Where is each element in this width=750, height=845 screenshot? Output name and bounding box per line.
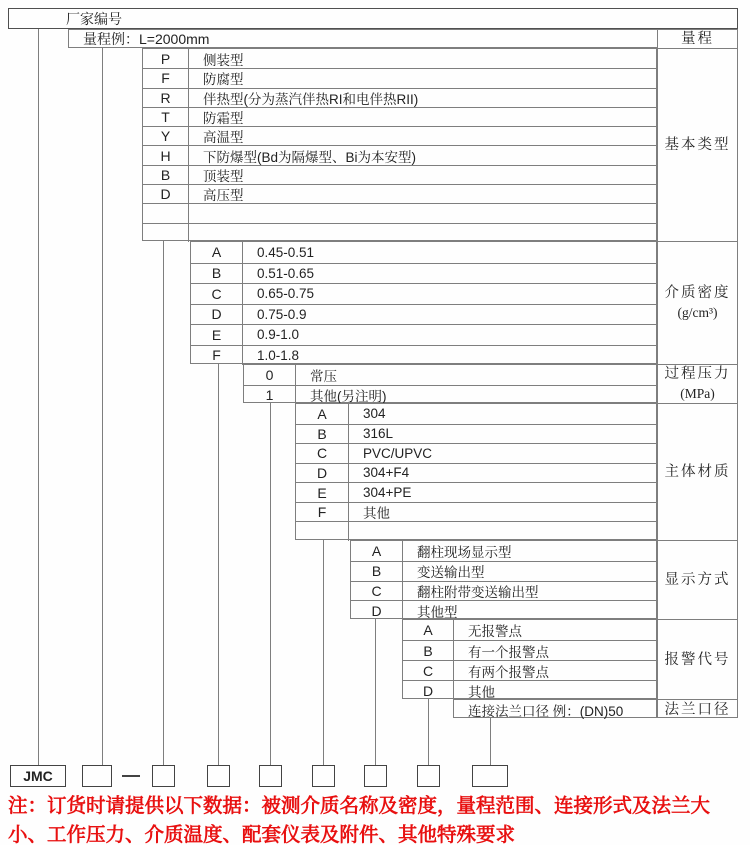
connector-line-7 — [428, 699, 429, 765]
option-desc-cell: 304+F4 — [363, 465, 410, 481]
option-row — [143, 68, 656, 87]
model-code-blank-box-5 — [312, 765, 335, 787]
option-code-cell: P — [143, 49, 189, 68]
option-desc-cell: 无报警点 — [468, 624, 522, 639]
option-desc-cell: 下防爆型(Bd为隔爆型、Bi为本安型) — [203, 149, 417, 165]
option-code-cell: D — [296, 464, 349, 483]
option-code-cell: 0 — [244, 365, 296, 385]
option-row — [143, 49, 656, 68]
option-desc-cell: 0.51-0.65 — [257, 265, 315, 281]
option-code-cell: T — [143, 108, 189, 126]
option-desc-cell: 侧装型 — [203, 52, 244, 68]
option-code-cell: F — [296, 503, 349, 522]
model-prefix-label: JMC — [23, 768, 53, 784]
ordering-note: 注：订货时请提供以下数据：被测介质名称及密度，量程范围、连接形式及法兰大小、工作压力、介质温度、配套仪表及附件、其他特殊要求 — [8, 795, 711, 845]
option-desc-cell: 防腐型 — [203, 72, 244, 88]
option-desc-cell: 304 — [363, 406, 386, 422]
option-desc-cell — [189, 204, 656, 222]
option-desc-cell — [189, 224, 656, 242]
model-code-blank-box-8 — [472, 765, 508, 787]
option-code-cell: A — [191, 242, 243, 263]
option-desc-cell: 其他 — [363, 506, 390, 522]
option-code-cell: D — [143, 185, 189, 203]
range-example-label: 量程例：L=2000mm — [83, 30, 210, 47]
model-code-blank-box-4 — [259, 765, 282, 787]
category-label-basic: 基本类型 — [658, 49, 737, 242]
option-desc-cell: 翻柱现场显示型 — [417, 544, 512, 560]
code-separator-dash — [122, 775, 140, 777]
section-table-flange — [453, 699, 657, 718]
option-desc-cell: 0.75-0.9 — [257, 306, 307, 322]
section-table-pressure — [243, 364, 657, 403]
option-desc-cell: 连接法兰口径 例：(DN)50 — [468, 703, 624, 719]
option-desc-cell: 有两个报警点 — [468, 664, 549, 680]
option-code-cell: C — [351, 582, 403, 601]
option-row — [403, 680, 656, 700]
section-table-basic — [142, 48, 657, 241]
connector-line-1 — [102, 48, 103, 765]
option-code-cell: C — [403, 661, 454, 680]
option-row — [143, 107, 656, 126]
category-label-range: 量程 — [658, 30, 737, 49]
section-table-display — [350, 540, 657, 619]
option-code-cell: H — [143, 146, 189, 164]
model-code-blank-box-1 — [82, 765, 112, 787]
option-row — [143, 223, 656, 242]
option-row — [143, 145, 656, 164]
category-label-pressure: 过程压力 (MPa) — [658, 365, 737, 404]
option-row — [296, 482, 656, 502]
option-row — [143, 88, 656, 107]
connector-line-0 — [38, 29, 39, 765]
option-desc-cell: 其他(另注明) — [310, 388, 387, 404]
option-desc-cell: 高压型 — [203, 188, 244, 204]
option-code-cell: B — [351, 562, 403, 581]
manufacturer-number-box — [8, 8, 738, 29]
option-code-cell — [296, 522, 349, 541]
option-code-cell: A — [403, 620, 454, 640]
connector-line-3 — [218, 364, 219, 765]
option-row — [403, 640, 656, 660]
option-row — [244, 365, 656, 385]
section-table-alarm — [402, 619, 657, 699]
option-row — [296, 463, 656, 483]
option-code-cell: B — [296, 425, 349, 444]
option-code-cell: A — [296, 404, 349, 424]
connector-line-8 — [490, 718, 491, 765]
connector-line-4 — [270, 403, 271, 765]
option-desc-cell: 有一个报警点 — [468, 644, 549, 660]
option-row — [244, 385, 656, 405]
option-row — [191, 324, 656, 345]
option-row — [296, 443, 656, 463]
option-desc-cell — [349, 522, 656, 541]
option-row — [403, 620, 656, 640]
option-code-cell — [143, 224, 189, 242]
option-code-cell: B — [403, 641, 454, 660]
category-label-density: 介质密度 (g/cm³) — [658, 242, 737, 365]
option-code-cell: Y — [143, 127, 189, 145]
section-table-density — [190, 241, 657, 364]
option-code-cell: B — [191, 264, 243, 284]
category-label-display: 显示方式 — [658, 541, 737, 620]
model-code-blank-box-2 — [152, 765, 175, 787]
option-row — [351, 561, 656, 581]
option-row — [351, 600, 656, 620]
model-code-blank-box-7 — [417, 765, 440, 787]
option-code-cell: D — [191, 305, 243, 325]
option-desc-cell: 高温型 — [203, 130, 244, 146]
category-label-material: 主体材质 — [658, 404, 737, 541]
option-desc-cell: 伴热型(分为蒸汽伴热RI和电伴热RII) — [203, 91, 419, 107]
option-row — [143, 184, 656, 203]
option-code-cell: E — [191, 325, 243, 345]
option-row — [191, 283, 656, 304]
option-row — [296, 424, 656, 444]
option-row — [403, 660, 656, 680]
option-code-cell: C — [191, 284, 243, 304]
option-desc-cell: 其他 — [468, 684, 495, 700]
option-desc-cell: 316L — [363, 426, 394, 442]
option-row — [191, 242, 656, 263]
option-row — [191, 345, 656, 366]
option-desc-cell: 0.9-1.0 — [257, 327, 300, 343]
category-label-flange: 法兰口径 — [664, 701, 731, 718]
connector-line-6 — [375, 619, 376, 765]
range-example-box — [68, 29, 658, 48]
option-code-cell: A — [351, 541, 403, 561]
option-desc-cell: 0.65-0.75 — [257, 286, 315, 302]
option-code-cell: F — [191, 346, 243, 366]
connector-line-5 — [323, 540, 324, 765]
option-code-cell: D — [351, 601, 403, 620]
option-row — [351, 581, 656, 601]
option-row — [143, 165, 656, 184]
option-row — [296, 502, 656, 522]
option-desc-cell: 变送输出型 — [417, 565, 485, 581]
manufacturer-number-label: 厂家编号 — [66, 10, 122, 27]
category-label-alarm: 报警代号 — [658, 620, 737, 700]
model-prefix-box — [10, 765, 66, 787]
option-row — [191, 304, 656, 325]
option-row — [296, 404, 656, 424]
option-row — [143, 203, 656, 222]
category-label-column — [657, 29, 738, 718]
option-code-cell: R — [143, 89, 189, 107]
option-code-cell — [143, 204, 189, 222]
option-code-cell: 1 — [244, 386, 296, 405]
option-row — [143, 126, 656, 145]
option-desc-cell: 防霜型 — [203, 111, 244, 127]
option-desc-cell: 0.45-0.51 — [257, 244, 315, 260]
option-desc-cell: 其他型 — [417, 604, 458, 620]
option-code-cell: E — [296, 483, 349, 502]
option-desc-cell: 304+PE — [363, 485, 412, 501]
option-code-cell: C — [296, 444, 349, 463]
option-desc-cell: 1.0-1.8 — [257, 347, 300, 363]
option-row — [191, 263, 656, 284]
option-row — [296, 521, 656, 541]
option-desc-cell: PVC/UPVC — [363, 445, 433, 461]
option-desc-cell: 常压 — [310, 368, 337, 384]
option-row — [351, 541, 656, 561]
model-code-blank-box-3 — [207, 765, 230, 787]
option-code-cell: B — [143, 166, 189, 184]
model-code-blank-box-6 — [364, 765, 387, 787]
option-row — [454, 700, 656, 719]
option-desc-cell: 翻柱附带变送输出型 — [417, 584, 539, 600]
option-desc-cell: 顶装型 — [203, 168, 244, 184]
section-table-material — [295, 403, 657, 540]
connector-line-2 — [163, 241, 164, 765]
option-code-cell: D — [403, 681, 454, 700]
option-code-cell: F — [143, 69, 189, 87]
